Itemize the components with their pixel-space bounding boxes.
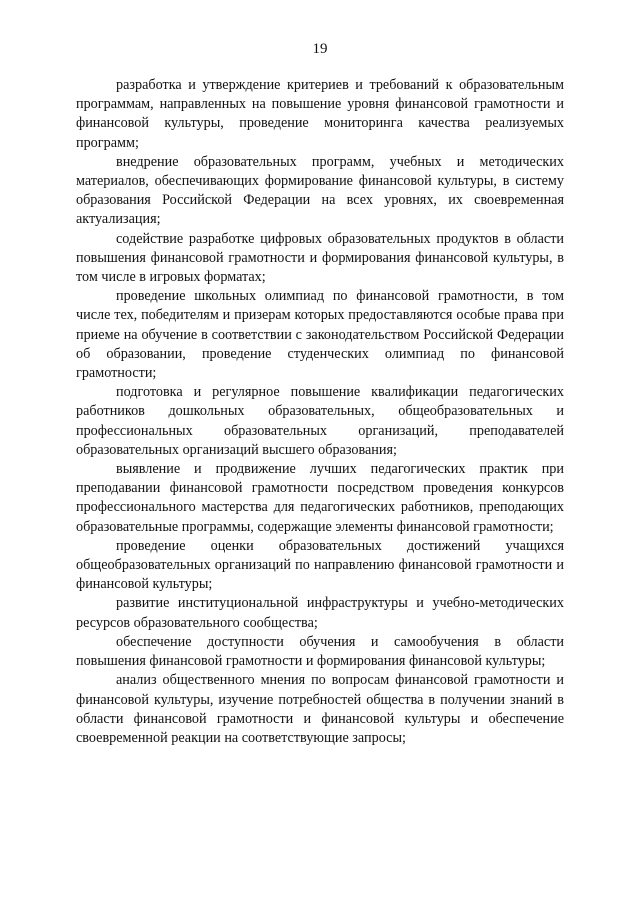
paragraph-school-olympiads: проведение школьных олимпиад по финансовой грамотности, в том числе тех, победителям и призерам которых предоставляются особые права при приеме на обучение в соответствии с законодательством Российской Федерации об образовании, проведение студенческих олимпиад по финансовой грамотности;: [76, 288, 564, 382]
paragraph-curriculum-criteria: разработка и утверждение критериев и требований к образовательным программам, направленных на повышение уровня финансовой грамотности и финансовой культуры, проведение мониторинга качества реализуемых программ;: [76, 77, 564, 151]
paragraph-infrastructure: развитие институциональной инфраструктуры и учебно-методических ресурсов образовательного сообщества;: [76, 595, 564, 631]
paragraph-program-implementation: внедрение образовательных программ, учебных и методических материалов, обеспечивающих формирование финансовой культуры, в систему образования Российской Федерации на всех уровнях, их своевременная актуализация;: [76, 153, 564, 228]
paragraph-teacher-training: подготовка и регулярное повышение квалификации педагогических работников дошкольных образовательных, общеобразовательных и профессиональных образовательных организаций, преподавателей образовательных организаций высшего образования;: [76, 384, 564, 458]
paragraph-achievement-assessment: проведение оценки образовательных достижений учащихся общеобразовательных организаций по направлению финансовой грамотности и финансовой культуры;: [76, 537, 564, 593]
paragraph-learning-access: обеспечение доступности обучения и самообучения в области повышения финансовой грамотности и формирования финансовой культуры;: [76, 633, 564, 670]
paragraph-best-practices: выявление и продвижение лучших педагогических практик при преподавании финансовой грамотности посредством проведения конкурсов профессионального мастерства для педагогических работников, преподающих образовательные программы, содержащие элементы финансовой грамотности;: [76, 461, 564, 535]
document-body: [76, 76, 564, 748]
paragraph-digital-products: содействие разработке цифровых образовательных продуктов в области повышения финансовой грамотности и формирования финансовой культуры, в том числе в игровых форматах;: [76, 230, 564, 286]
paragraph-public-opinion: анализ общественного мнения по вопросам финансовой грамотности и финансовой культуры, изучение потребностей общества в получении знаний в области финансовой грамотности и финансовой культуры и обеспечение своевременной реакции на соответствующие запросы;: [76, 672, 564, 746]
page-number: 19: [312, 41, 328, 57]
